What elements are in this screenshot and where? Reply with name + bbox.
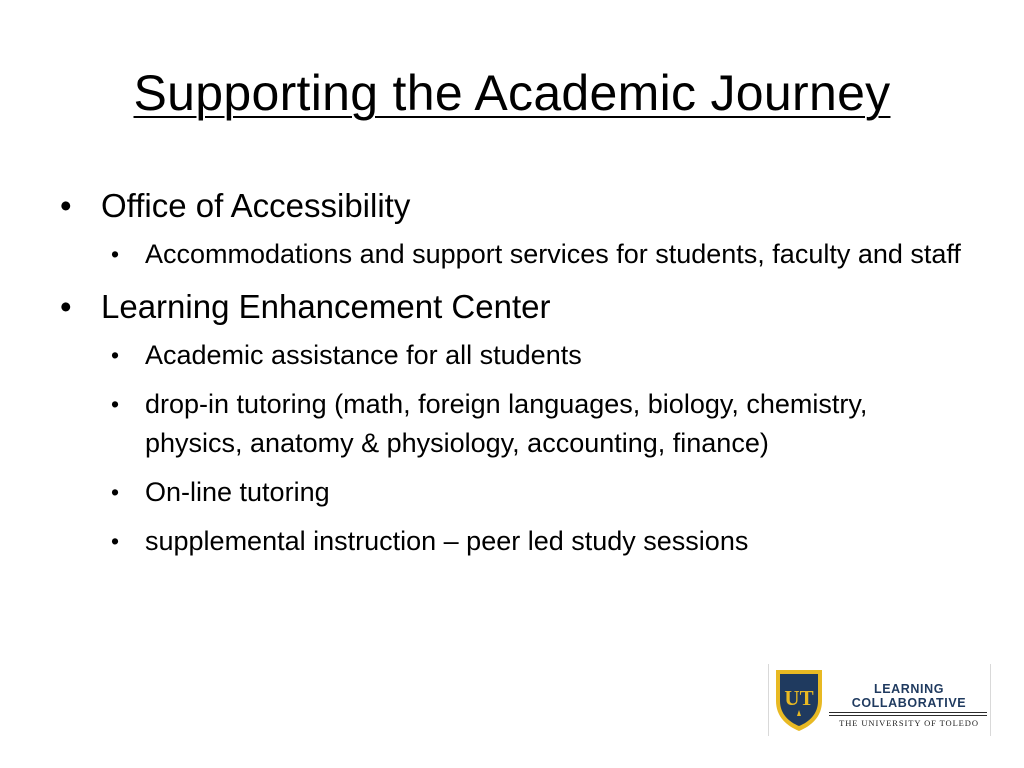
bullet-icon: • xyxy=(111,342,120,368)
bullet-item-learning-enhancement-center xyxy=(60,284,970,330)
sub-bullet-list xyxy=(60,235,970,274)
bullet-text: Learning Enhancement Center xyxy=(101,288,551,325)
sub-bullet-item xyxy=(104,336,970,375)
bullet-icon: • xyxy=(111,241,120,267)
sub-bullet-text: supplemental instruction – peer led study sessions xyxy=(145,526,749,556)
slide-title: Supporting the Academic Journey xyxy=(133,65,891,121)
sub-bullet-text: Academic assistance for all students xyxy=(145,340,582,370)
sub-bullet-item xyxy=(104,522,970,561)
sub-bullet-item xyxy=(104,385,970,463)
logo-divider xyxy=(829,712,987,713)
shield-emblem-text: UT xyxy=(784,686,814,710)
bullet-icon: • xyxy=(111,391,120,417)
bullet-item-office-of-accessibility xyxy=(60,183,970,229)
bullet-list xyxy=(60,183,970,571)
logo-line-collaborative: COLLABORATIVE xyxy=(851,696,967,710)
sub-bullet-text: drop-in tutoring (math, foreign languages, biology, chemistry, physics, anatomy & physiology, accounting, finance) xyxy=(145,389,868,458)
ut-shield-icon xyxy=(773,667,825,733)
bullet-icon: • xyxy=(60,288,72,325)
sub-bullet-text: On-line tutoring xyxy=(145,477,330,507)
sub-bullet-text: Accommodations and support services for students, faculty and staff xyxy=(145,239,961,269)
learning-collaborative-logo xyxy=(768,664,991,736)
sub-bullet-list xyxy=(60,336,970,561)
bullet-icon: • xyxy=(111,528,120,554)
bullet-text: Office of Accessibility xyxy=(101,187,411,224)
sub-bullet-item xyxy=(104,473,970,512)
logo-line-learning: LEARNING xyxy=(873,682,945,696)
logo-university-name: THE UNIVERSITY OF TOLEDO xyxy=(839,718,979,728)
bullet-icon: • xyxy=(60,187,72,224)
sub-bullet-item xyxy=(104,235,970,274)
bullet-icon: • xyxy=(111,479,120,505)
logo-divider xyxy=(829,715,987,716)
